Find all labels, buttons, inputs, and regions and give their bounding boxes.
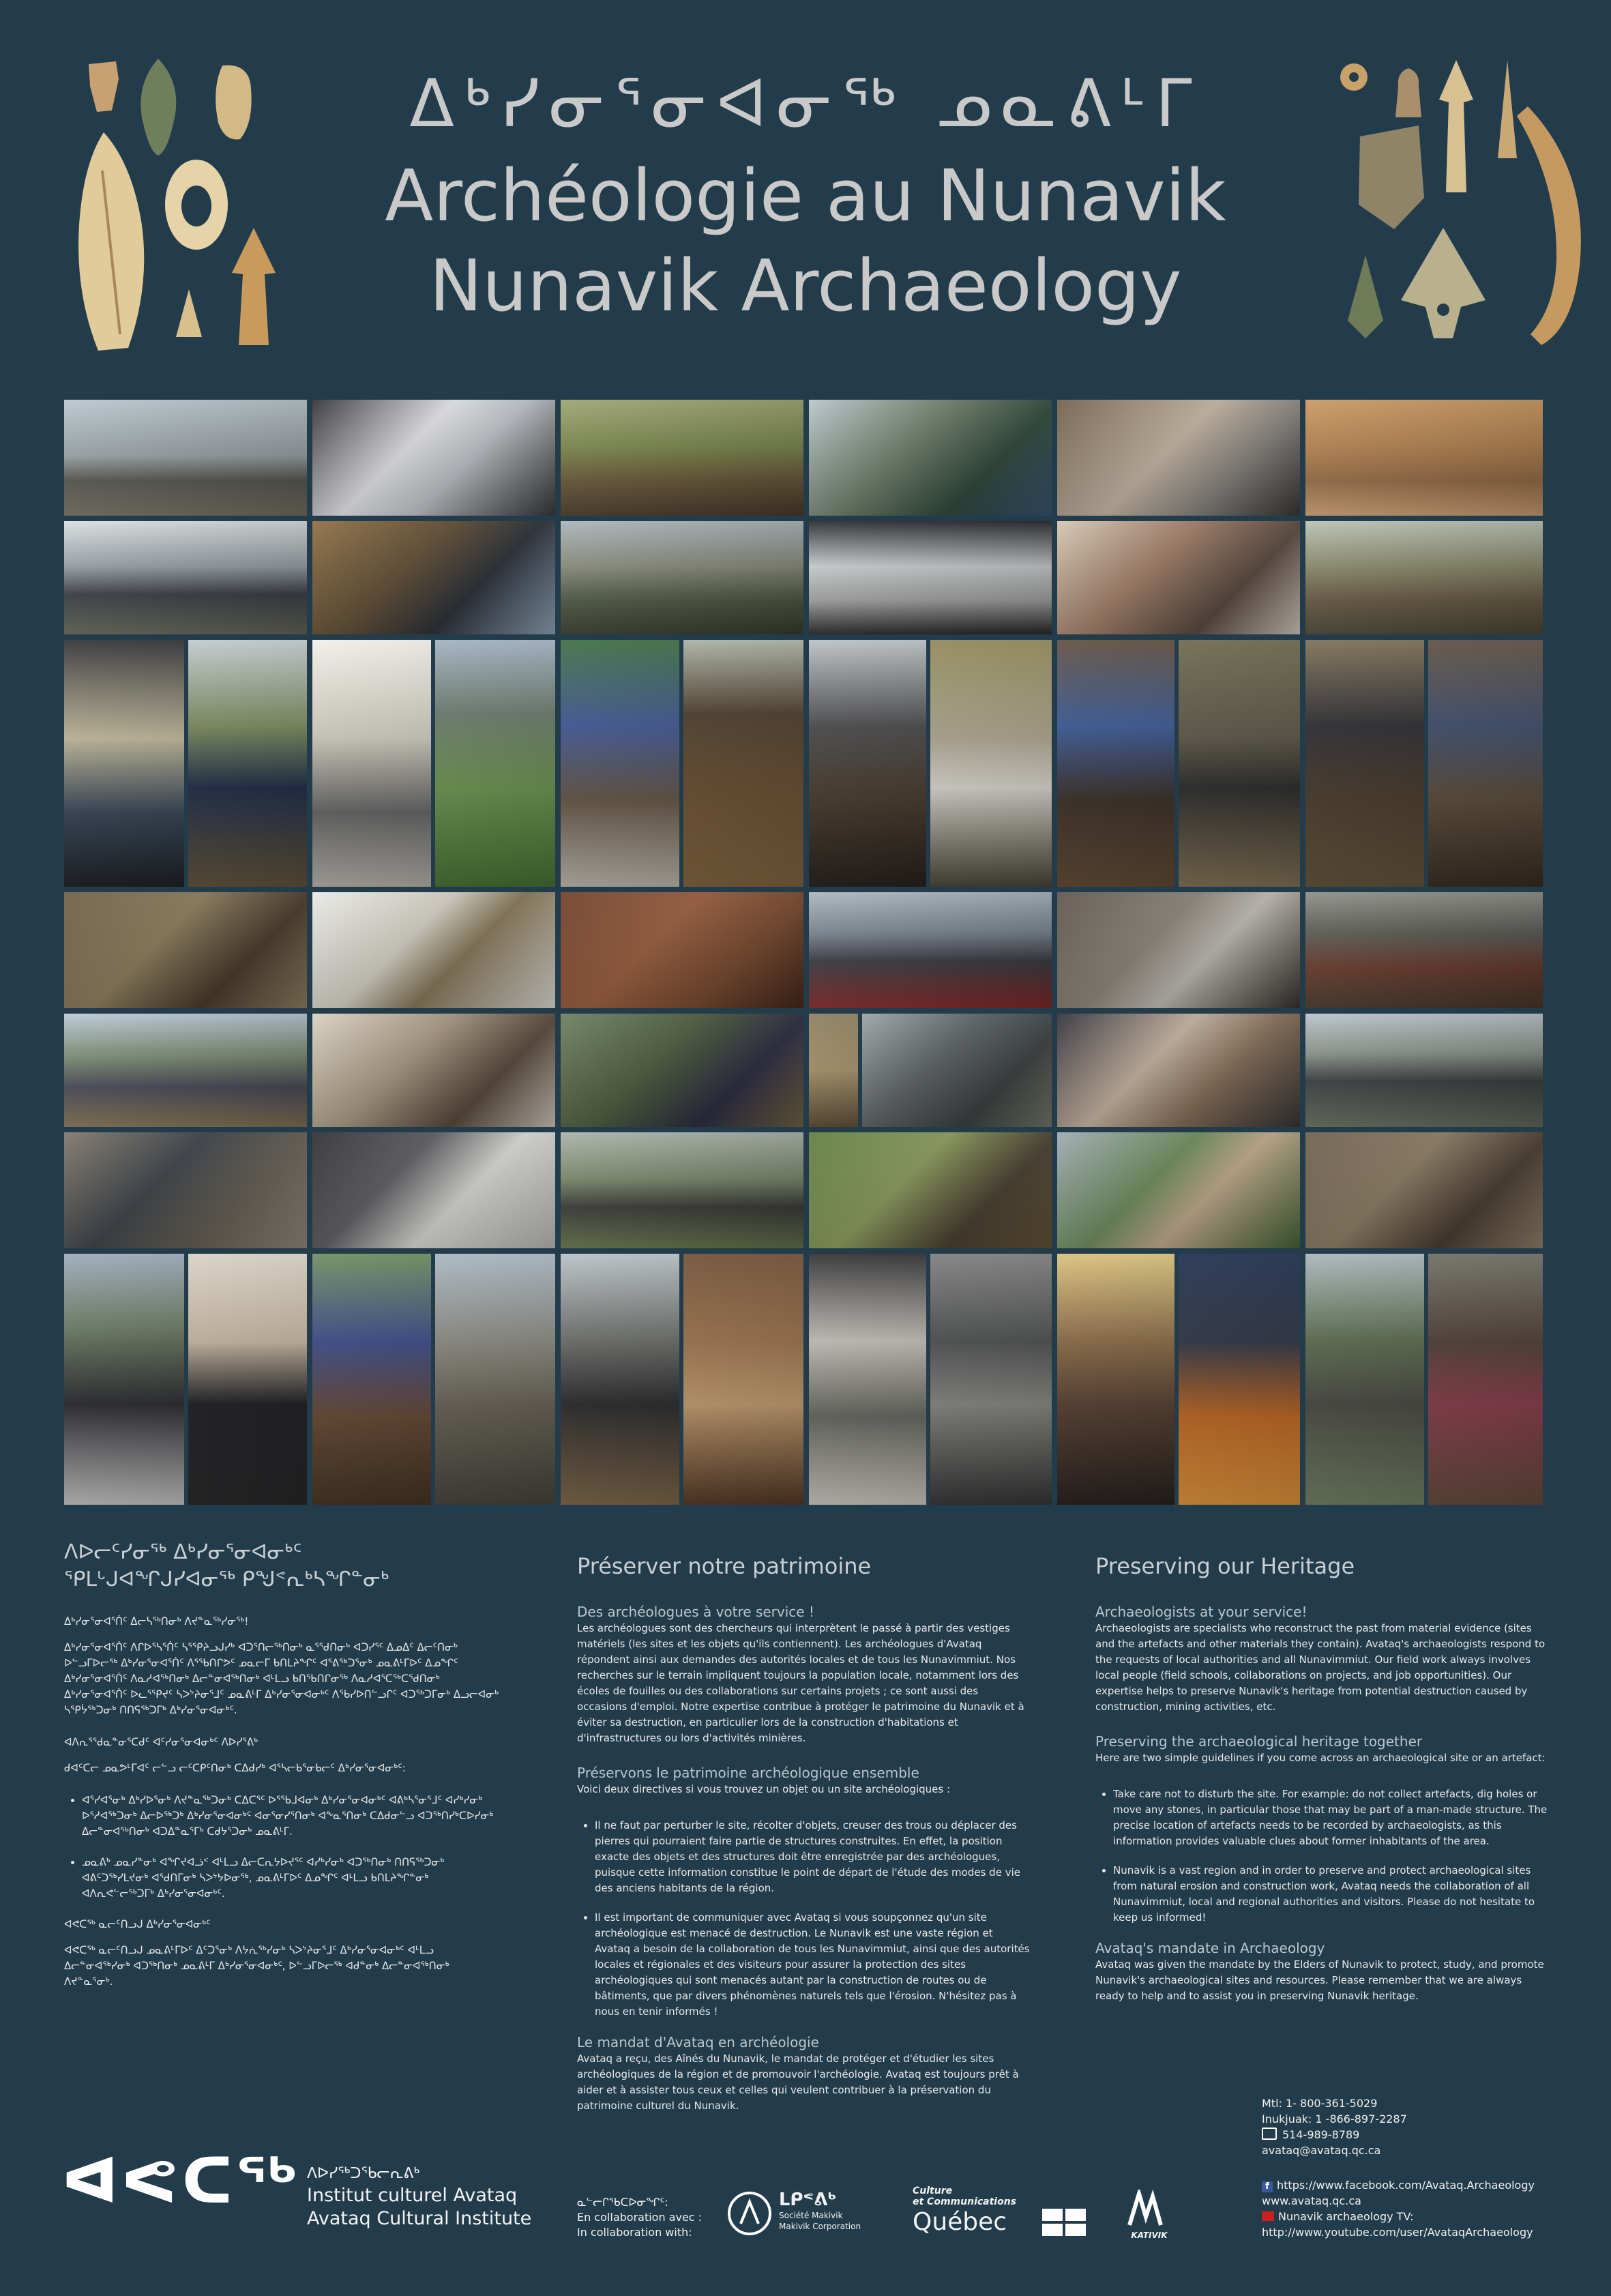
french-para-3: Avataq a reçu, des Aînés du Nunavik, le mandat de protéger et d'étudier les sites archéologiques de la région et de promouvoir l'archéologie. Avataq est toujours prêt à aider et à assister tous ceux et celles qui veulent contribuer à la préservation du patrimoine culturel du Nunavik. xyxy=(577,2052,1019,2112)
syllabics-column xyxy=(64,1539,501,2000)
photo-grey-hoodie xyxy=(862,1014,1052,1127)
photo-sorting xyxy=(1057,1014,1300,1127)
photo-excavation-site xyxy=(1305,521,1543,634)
contact-youtube-url[interactable]: http://www.youtube.com/user/AvataqArchaeology xyxy=(1262,2226,1533,2239)
photo-boulder-field xyxy=(930,1254,1052,1505)
french-column xyxy=(577,1552,1031,2114)
contact-youtube-label: Nunavik archaeology TV: xyxy=(1278,2210,1414,2223)
photo-artifacts-lab xyxy=(312,892,555,1008)
photo-dark-object xyxy=(64,1132,307,1248)
english-para-1: Archaeologists are specialists who reconstruct the past from material evidence (sites and the artefacts and other materials they contain). Avataq's archaeologists respond to the requests of local authorities and all Nunavimmiut. Our field work always involves local people (field schools, collaborations on projects, and job opportunities). Our expertise helps to preserve Nunavik's heritage from potential destruction caused by construction, mining activities, etc. xyxy=(1095,1622,1546,1713)
photo-group-rocks xyxy=(809,892,1052,1008)
photo-museum-building xyxy=(809,521,1052,634)
english-sub-1: Archaeologists at your service! xyxy=(1095,1604,1307,1620)
fax-icon xyxy=(1262,2128,1277,2140)
artifact-ring xyxy=(162,157,231,259)
quebec-name: Québec xyxy=(913,2208,1007,2236)
photo-dig-crew xyxy=(809,1132,1052,1248)
photo-group-1 xyxy=(64,521,307,634)
photo-digging-man xyxy=(809,640,926,887)
french-bullet-2: • Il est important de communiquer avec Avataq si vous soupçonnez qu'un site archéologique est menacé de destruction. Le Nunavik est une vaste région et Avataq a besoin de la collaboration de tous les Nunavimmiut, ainsi que des autorités locales et régionales et des visiteurs pour assurer la protection des sites archéologiques qui sont menacés autant par la construction de routes ou de bâtiments, que par divers phénomènes naturels tels que l'érosion. N'hésitez pas à nous en tenir informés ! xyxy=(595,1910,1031,2020)
artifact-bone-carving xyxy=(71,130,153,355)
institute-french: Institut culturel Avataq xyxy=(307,2185,518,2206)
photo-cairn xyxy=(435,1254,555,1505)
photo-trench-1 xyxy=(1305,640,1424,887)
french-sub-3: Le mandat d'Avataq en archéologie xyxy=(577,2034,819,2050)
photo-blue-jacket xyxy=(1057,640,1174,887)
contact-block xyxy=(1262,2095,1555,2240)
photo-wood-remains xyxy=(561,892,803,1008)
french-para-2: Voici deux directives si vous trouvez un objet ou un site archéologiques : xyxy=(577,1783,951,1795)
photo-crowd-site xyxy=(1305,892,1543,1008)
photo-hand-tool xyxy=(809,1014,858,1127)
english-bullet-1: • Take care not to disturb the site. For example: do not collect artefacts, dig holes or move any stones, in particular those that may be part of a man-made structure. The precise location of artefacts needs to be recorded by archaeologists, as this information provides valuable clues about former inhabitants of the area. xyxy=(1113,1786,1550,1849)
makivik-emblem-icon xyxy=(726,2190,773,2237)
artifact-point-small xyxy=(172,286,206,341)
photo-group-3 xyxy=(561,1132,803,1248)
photo-lab-work xyxy=(312,400,555,516)
photo-burial xyxy=(683,1254,803,1505)
photo-snow-goggles xyxy=(1305,400,1543,516)
collab-french: En collaboration avec : xyxy=(577,2211,703,2224)
syllabics-para-1: ᐃᒃᓯᓂᕐᓂᐊᕐᑏᑦ ᐱᒋᐅᕐᓴᕐᑏᑦ ᓴᕐᕿᔨᓗᒍᓯᒃ ᐊᑐᕐᑎᓕᖅᑎᓂᒃ ᓇᕐᖁᑎᓂᒃ ᐊᑐᓯᕐᑦ ᐃᓄᐃᑦ ᐃᓕᑦᑎᓂᒃ ᐅᓪᓗᒥᐅᓕᖅ ᐃᒃᓯᓂᕐᓂᐊᕐᑏᑦ ᐱᕐᖃᑎᒋᕗᑦ ᓄᓇᓕᒥ ᑲᑎᒪᔨᖏᑦ ᐊᕐᕕᖅᑐᕐᓂᒃ ᓄᓇᕕᒻᒥᐅᑦ ᐃᓄᖏᑦ ᐃᒃᓯᓂᕐᓂᐊᕐᑏᑦ ᐱᓇᓱᐊᖅᑎᓂᒃ ᐃᓕᓐᓂᐊᖅᑎᓂᒃ ᐊᒻᒪᓗ ᑲᑎᖃᑎᒋᓂᖅ ᐱᓇᓱᐊᕐᑕᖅᑕᖁᑎᓂᒃ ᐃᒃᓯᓂᕐᓂᐊᕐᑏᑦ ᐅᓚᕐᕿᔪᑦ ᓴᐳᔾᔨᓂᕐᒧᑦ ᓄᓇᕕᒻᒥ ᐃᒃᓯᓂᕐᓂᐊᓂᒃᑦ ᐱᖃᓯᐅᑎᓪᓗᒋᑦ ᐊᑐᖅᑐᒥᓂᒃ ᐃᓗᓕᐊᓂᒃ ᓴᕿᔮᖅᑐᓂᒃ ᑎᑎᕋᖅᑐᒥᒃ ᐃᒃᓯᓂᕐᓂᐊᓂᒃᑦ. xyxy=(64,1641,499,1716)
contact-facebook-row xyxy=(1262,2177,1555,2193)
quebec-culture-label: Culture xyxy=(913,2185,953,2196)
photo-fur-display xyxy=(1057,1254,1174,1505)
photo-cliff-dig xyxy=(312,521,555,634)
artifact-bead xyxy=(1337,60,1371,94)
photo-rock-outcrop xyxy=(1305,1254,1424,1505)
artifact-figurine xyxy=(1391,65,1425,120)
artifact-bone-tube xyxy=(209,61,256,143)
makivik-french: Société Makivik xyxy=(779,2211,843,2220)
photo-elders xyxy=(809,400,1052,516)
contact-youtube-row xyxy=(1262,2209,1555,2224)
photo-stone-ring xyxy=(1305,1014,1543,1127)
collab-english: In collaboration with: xyxy=(577,2226,692,2239)
photo-hoodie-child xyxy=(930,640,1052,887)
artifact-arrowhead-green xyxy=(1345,252,1386,341)
french-para-1: Les archéologues sont des chercheurs qui interprètent le passé à partir des vestiges matériels (les sites et les objets qu'ils contiennent). Les archéologues d'Avataq répondent ainsi aux demandes des autorités locales et de tous les Nunavimmiut. Nos recherches sur le terrain impliquent toujours la population locale, notamment lors des écoles de fouilles ou des collaborations sur certains projets ; ce sont aussi des occasions d'emploi. Notre expertise contribue à protéger le patrimoine du Nunavik et à éviter sa destruction, en particulier lors de la construction d'habitations et d'infrastructures ou lors d'activités minières. xyxy=(577,1622,1024,1744)
collaboration-label xyxy=(577,2195,713,2240)
photo-girl-digging xyxy=(312,1254,431,1505)
institute-english: Avataq Cultural Institute xyxy=(307,2208,532,2229)
artifact-1 xyxy=(82,59,123,113)
photo-students-table xyxy=(1057,521,1300,634)
photo-valley xyxy=(435,640,555,887)
syllabics-sub-1: ᐃᒃᓯᓂᕐᓂᐊᕐᑏᑦ ᐃᓕᓴᖅᑎᓂᒃ ᐱᔪᓐᓇᖅᓯᓂᖅ! xyxy=(64,1615,249,1628)
photo-kneeling-woman xyxy=(188,640,307,887)
institute-name xyxy=(307,2164,552,2231)
quebec-logo xyxy=(913,2185,1090,2243)
photo-sitting-man xyxy=(1179,640,1300,887)
english-para-2: Here are two simple guidelines if you come across an archaeological site or an artefact: xyxy=(1095,1752,1546,1764)
avataq-logo xyxy=(61,2145,301,2218)
photo-field-dig xyxy=(561,400,803,516)
contact-fax: 514-989-8789 xyxy=(1282,2128,1360,2141)
english-para-3: Avataq was given the mandate by the Elders of Nunavik to protect, study, and promote Nunavik's archaeological sites and resources. Please remember that we are always ready to help and to assist you in preserving Nunavik heritage. xyxy=(1095,1958,1544,2002)
photo-tundra-workers xyxy=(561,521,803,634)
kativik-emblem-icon xyxy=(1125,2190,1173,2228)
photo-tent-work xyxy=(312,640,431,887)
photo-two-young xyxy=(561,1014,803,1127)
avataq-logo-syllabics: ᐊᕙᑕᖅ xyxy=(61,2145,301,2218)
syllabics-para-2: ᑯᐊᑦᑕᓕ ᓄᓇᕗᒻᒥᐊᑦ ᓕᓪᓗ ᓕᑦᑕᑭᑦᑎᓂᒃ ᑕᐃᑯᓯᒃ ᐊᕐᓴᓕᑲᕐᓂᑲᓕᑦ ᐃᒃᓯᓂᕐᓂᐊᓂᒃᑦ: xyxy=(64,1762,406,1774)
contact-facebook[interactable]: https://www.facebook.com/Avataq.Archaeology xyxy=(1277,2179,1535,2192)
english-column xyxy=(1095,1552,1550,2004)
makivik-logo xyxy=(726,2190,883,2237)
facebook-icon: f xyxy=(1262,2181,1273,2192)
title-french: Archéologie au Nunavik xyxy=(385,154,1226,237)
photo-workshop xyxy=(312,1014,555,1127)
photo-stone-pot xyxy=(809,1254,926,1505)
artifact-curved-bone xyxy=(1514,102,1596,348)
contact-inukjuak: Inukjuak: 1 -866-897-2287 xyxy=(1262,2113,1407,2125)
syllabics-sub-3: ᐊᕙᑕᖅ ᓇᓕᑦᑎᓗᒍ ᐃᒃᓯᓂᕐᓂᐊᓂᒃᑦ xyxy=(64,1918,211,1930)
photo-campfire xyxy=(1179,1254,1300,1505)
photo-cap-boy xyxy=(64,640,184,887)
contact-email[interactable]: avataq@avataq.qc.ca xyxy=(1262,2144,1381,2157)
collab-syllabics: ᓇᓪᓕᒋᖃᑕᐅᓂᖏᑦ: xyxy=(577,2196,668,2209)
syllabics-para-3: ᐊᕙᑕᖅ ᓇᓕᑦᑎᓗᒍ ᓄᓇᕕᒻᒥᐅᑦ ᐃᑦᑐᕐᓂᒃ ᐱᔭᕇᖅᓯᓂᒃ ᓴᐳᔾᔨᓂᕐᒧᑦ ᐃᒃᓯᓂᕐᓂᐊᓂᒃᑦ ᐊᒻᒪᓗ ᐃᓕᓐᓂᐊᖅᓯᓂᒃ ᐊᑐᖅᑎᓂᒃ ᓄᓇᕕᒻᒥ ᐃᒃᓯᓂᕐᓂᐊᓂᒃᑦ, ᐅᓪᓗᒥᐅᓕᖅ ᐊᑯᓐᓂᒃ ᐃᓕᓐᓂᐊᖅᑎᓂᒃ ᐱᔪᓐᓇᕐᓂᒃ. xyxy=(64,1944,449,1988)
french-sub-1: Des archéologues à votre service ! xyxy=(577,1604,814,1620)
photo-kneeling-dig xyxy=(1428,1254,1543,1505)
photo-surveyor xyxy=(561,1254,679,1505)
photo-grid-frame xyxy=(64,892,307,1008)
photo-classroom xyxy=(1057,400,1300,516)
syllabics-bullet-1: • ᐊᕐᓯᐊᕐᓂᒃ ᐃᒃᓯᐅᕐᓂᒃ ᐱᔪᓐᓇᖅᑐᓂᒃ ᑕᐃᑕᕐᑦ ᐅᕐᖃᒧᐊᓂᒃ ᐃᒃᓯᓂᕐᓂᐊᓂᒃᑦ ᐊᕕᒃᓴᕐᓂᕐᒧᑦ ᐊᓯᒃᓯᓂᒃ ᐅᕐᓱᐊᖅᑐᓂᒃ ᐃᓕᐅᖅᑐᒃ ᐃᒃᓯᓂᕐᓂᐊᓂᒃᑦ ᐊᓂᕐᓂᓯᕐᑎᓂᒃ ᐊᖕᓇᕐᑎᓂᒃ ᑕᐃᑯᓂᓪᓗ ᐊᑐᖅᑎᓯᒃᑕᐅᓯᓂᒃ ᐃᓕᓐᓂᐊᖅᑎᓂᒃ ᐊᑐᐃᓐᓇᕐᒥᒃ ᑕᑯᔭᕐᑐᓂᒃ ᓄᓇᕕᒻᒥ. xyxy=(82,1793,501,1840)
syllabics-heading-1: ᐱᐅᓕᑦᓯᓂᖅ ᐃᒃᓯᓂᕐᓂᐊᓂᒃᑦ xyxy=(64,1540,302,1564)
contact-mtl: Mtl: 1- 800-361-5029 xyxy=(1262,2097,1378,2110)
photo-field-school xyxy=(1057,892,1300,1008)
photo-inukshuk xyxy=(64,400,307,516)
artifact-scraper xyxy=(1353,123,1428,232)
makivik-english: Makivik Corporation xyxy=(779,2222,861,2231)
french-bullet-1: • Il ne faut par perturber le site, récolter d'objets, creuser des trous ou déplacer des pierres qui pourraient faire partie de structures construites. En effet, la position exacte des objets et des structures doit être enregistrée par des archéologues, puisque cette information constitue le point de départ de l'étude des modes de vie des anciens habitants de la région. xyxy=(595,1818,1031,1896)
title-english: Nunavik Archaeology xyxy=(429,244,1182,327)
makivik-syllabics: ᒪᑭᕝᕕᒃ xyxy=(779,2190,837,2210)
french-heading: Préserver notre patrimoine xyxy=(577,1553,872,1579)
artifact-spearhead xyxy=(1395,225,1491,341)
photo-boy-shirt xyxy=(188,1254,307,1505)
photo-soil-layers xyxy=(683,640,803,887)
quebec-fleur-de-lis-icon xyxy=(1042,2209,1086,2236)
kativik-logo xyxy=(1125,2190,1173,2244)
syllabics-heading-2: ᕿᒪᒡᒍᐊᖏᒍᓯᐊᓂᖅ ᑭᖑᕝᕆᒃᓴᖏᓐᓂᒃ xyxy=(64,1568,389,1591)
syllabics-sub-2: ᐊᐱᕆᕐᖁᓇᓐᓂᕐᑕᑯᑦ ᐊᑦᓯᓂᕐᓂᐊᓂᒃᑦ ᐱᐅᓯᕐᕕᒃ xyxy=(64,1736,258,1748)
quebec-communications-label: et Communications xyxy=(913,2196,1017,2207)
english-heading: Preserving our Heritage xyxy=(1095,1553,1355,1579)
institute-syllabics: ᐱᐅᓯᖅᑐᖃᓕᕆᕕᒃ xyxy=(307,2165,420,2182)
photo-shore-crew xyxy=(64,1254,184,1505)
kativik-name: KATIVIK xyxy=(1131,2231,1168,2240)
artifact-harpoon-head xyxy=(226,225,281,348)
artifact-bone-point xyxy=(1432,59,1480,195)
youtube-icon xyxy=(1262,2211,1274,2221)
english-sub-3: Avataq's mandate in Archaeology xyxy=(1095,1940,1325,1956)
title-syllabics: ᐃᒃᓯᓂᕐᓂᐊᓂᖅ ᓄᓇᕕᒻᒥ xyxy=(409,65,1202,142)
contact-website[interactable]: www.avataq.qc.ca xyxy=(1262,2194,1361,2207)
english-sub-2: Preserving the archaeological heritage together xyxy=(1095,1733,1423,1750)
photo-group-2 xyxy=(64,1014,307,1127)
photo-elder-ulu xyxy=(1057,1132,1300,1248)
syllabics-bullet-2: • ᓄᓇᕕᒃ ᓄᓇᓯᓐᓂᒃ ᐊᖏᔪᐊᓘᑉ ᐊᒻᒪᓗ ᐃᓕᑕᕆᔭᐅᔪᕐᑦ ᐊᓯᒃᓯᓂᒃ ᐊᑐᖅᑎᓂᒃ ᑎᑎᕋᖅᑐᓂᒃ ᐊᕕᑦᑐᖅᓯᒪᔪᓂᒃ ᐊᖁᑎᒥᓂᒃ ᓴᐳᔾᔭᐅᓂᖅ, ᓄᓇᕕᒻᒥᐅᑦ ᐃᓄᖏᑦ ᐊᒻᒪᓗ ᑲᑎᒪᔨᖏᓐᓂᒃ ᐊᐱᕆᕙᓪᓕᖅᑐᒥᒃ ᐃᒃᓯᓂᕐᓂᐊᓂᒃᑦ. xyxy=(82,1855,501,1902)
photo-house-ruins xyxy=(1305,1132,1543,1248)
contact-fax-row xyxy=(1262,2127,1555,2143)
french-sub-2: Préservons le patrimoine archéologique ensemble xyxy=(577,1765,919,1781)
english-bullet-2: • Nunavik is a vast region and in order to preserve and protect archaeological sites from natural erosion and construction work, Avataq needs the collaboration of all Nunavimmiut, local and regional authorities and visitors. Please do not hesitate to keep us informed! xyxy=(1113,1863,1550,1926)
photo-microscope xyxy=(312,1132,555,1248)
photo-sieve xyxy=(561,640,679,887)
photo-trench-2 xyxy=(1428,640,1543,887)
